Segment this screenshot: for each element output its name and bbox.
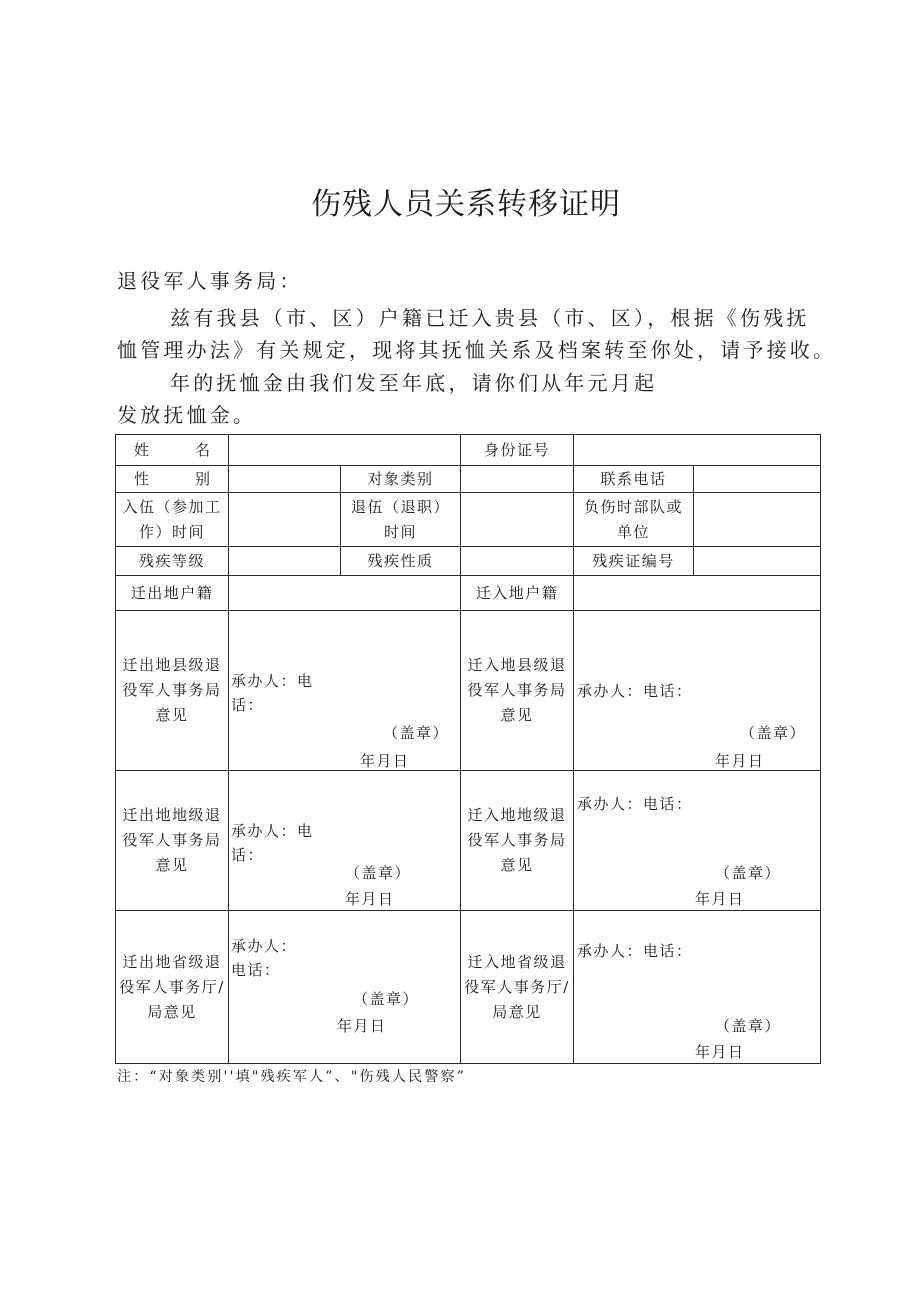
- date-line: 年月日: [345, 890, 395, 908]
- injury-unit-label: [574, 493, 694, 547]
- category-label: 对象类别: [341, 466, 461, 493]
- seal-mark: （盖章）: [715, 1017, 782, 1035]
- province-in-opinion-cell: [574, 911, 821, 1064]
- date-line: 年月日: [695, 890, 745, 908]
- date-line: 年月日: [360, 752, 410, 770]
- gender-label: 性别: [133, 469, 256, 488]
- label-line: 迁出地省级退: [122, 952, 222, 971]
- document-title: 伤残人员关系转移证明: [311, 187, 621, 222]
- table-row: [116, 611, 821, 771]
- label-line: 役军人事务厅/: [119, 977, 225, 996]
- enlist-time-value-cell: [229, 493, 341, 547]
- province-out-label: [116, 911, 229, 1064]
- label-line: 意见: [500, 706, 534, 724]
- body-line: 恤管理办法》有关规定，现将其抚恤关系及档案转至你处，请予接收。: [117, 338, 837, 362]
- handler-contact: 承办人：电话：: [577, 682, 693, 700]
- disability-nature-value-cell: [461, 547, 574, 576]
- handler-contact: [231, 669, 314, 717]
- date-line: 年月日: [337, 1017, 387, 1035]
- label-line: 入伍（参加工: [122, 497, 222, 516]
- label-line: 役军人事务厅/: [464, 977, 570, 996]
- handler-contact: [231, 934, 297, 982]
- county-out-opinion-cell: [229, 611, 461, 771]
- province-in-label: [461, 911, 574, 1064]
- county-in-opinion-cell: [574, 611, 821, 771]
- enlist-time-label: [116, 493, 229, 547]
- disability-level-label: 残疾等级: [116, 547, 229, 576]
- label-line: 迁出地县级退: [122, 656, 222, 674]
- table-row: [116, 911, 821, 1064]
- table-row: [116, 547, 821, 576]
- handler-line: 承办人：: [231, 937, 298, 955]
- label-line: 役军人事务局: [467, 681, 567, 699]
- name-value-cell: [229, 435, 461, 466]
- body-line: 兹有我县（市、区）户籍已迁入贵县（市、区），根据《伤残抚: [170, 306, 810, 330]
- handler-contact: 承办人：电话：: [577, 795, 693, 813]
- label-line: 时间: [383, 522, 417, 541]
- handler-line: 电话：: [231, 961, 281, 979]
- category-value-cell: [461, 466, 574, 493]
- disability-cert-value-cell: [694, 547, 821, 576]
- prefecture-out-label: [116, 771, 229, 911]
- handler-line: 承办人：电: [231, 822, 314, 840]
- handler-contact: 承办人：电话：: [577, 942, 693, 960]
- injury-unit-value-cell: [694, 493, 821, 547]
- destination-hukou-label: 迁入地户籍: [461, 576, 574, 611]
- destination-hukou-value-cell: [574, 576, 821, 611]
- id-number-value-cell: [574, 435, 821, 466]
- label-line: 局意见: [492, 1002, 542, 1021]
- name-label-cell: [116, 435, 256, 466]
- county-in-label: [461, 611, 574, 771]
- province-out-opinion-cell: [229, 911, 461, 1064]
- handler-contact: [231, 819, 314, 867]
- id-number-label: 身份证号: [461, 435, 574, 466]
- prefecture-in-label: [461, 771, 574, 911]
- date-line: 年月日: [695, 1043, 745, 1061]
- label-line: 迁入地县级退: [467, 656, 567, 674]
- seal-mark: （盖章）: [740, 724, 807, 742]
- date-line: 年月日: [715, 752, 765, 770]
- table-row: [116, 493, 821, 547]
- phone-value-cell: [694, 466, 821, 493]
- handler-line: 话：: [231, 696, 265, 714]
- body-line: 年的抚恤金由我们发至年底，请你们从年元月起: [170, 371, 658, 395]
- label-line: 迁出地地级退: [122, 806, 222, 824]
- label-line: 意见: [155, 856, 189, 874]
- table-row: [116, 576, 821, 611]
- table-row: [116, 466, 821, 493]
- label-line: 意见: [500, 856, 534, 874]
- seal-mark: （盖章）: [353, 990, 420, 1008]
- discharge-time-value-cell: [461, 493, 574, 547]
- label-line: 单位: [616, 522, 650, 541]
- transfer-form-table: [115, 434, 821, 1064]
- body-line: 发放抚恤金。: [117, 403, 257, 427]
- disability-cert-label: 残疾证编号: [574, 547, 694, 576]
- discharge-time-label: [341, 493, 461, 547]
- label-line: 局意见: [147, 1002, 197, 1021]
- label-line: 迁入地地级退: [467, 806, 567, 824]
- handler-line: 话：: [231, 846, 265, 864]
- label-line: 意见: [155, 706, 189, 724]
- seal-mark: （盖章）: [383, 724, 450, 742]
- phone-label: 联系电话: [574, 466, 694, 493]
- handler-line: 承办人：电: [231, 672, 314, 690]
- origin-hukou-label: 迁出地户籍: [116, 576, 229, 611]
- table-row: [116, 771, 821, 911]
- label-line: 负伤时部队或: [583, 497, 683, 516]
- name-label: 姓名: [133, 440, 256, 459]
- origin-hukou-value-cell: [229, 576, 461, 611]
- disability-nature-label: 残疾性质: [341, 547, 461, 576]
- seal-mark: （盖章）: [345, 864, 412, 882]
- label-line: 役军人事务局: [122, 831, 222, 849]
- disability-level-value-cell: [229, 547, 341, 576]
- footnote: 注：“对象类别''填"残疾军人”、"伤残人民警察”: [117, 1069, 467, 1085]
- seal-mark: （盖章）: [715, 864, 782, 882]
- label-line: 役军人事务局: [122, 681, 222, 699]
- label-line: 作）时间: [138, 522, 205, 541]
- label-line: 退伍（退职）: [350, 497, 450, 516]
- label-line: 役军人事务局: [467, 831, 567, 849]
- prefecture-in-opinion-cell: [574, 771, 821, 911]
- addressee: 退役军人事务局：: [117, 269, 303, 293]
- gender-label-cell: [116, 466, 256, 493]
- county-out-label: [116, 611, 229, 771]
- table-row: [116, 435, 821, 466]
- prefecture-out-opinion-cell: [229, 771, 461, 911]
- label-line: 迁入地省级退: [467, 952, 567, 971]
